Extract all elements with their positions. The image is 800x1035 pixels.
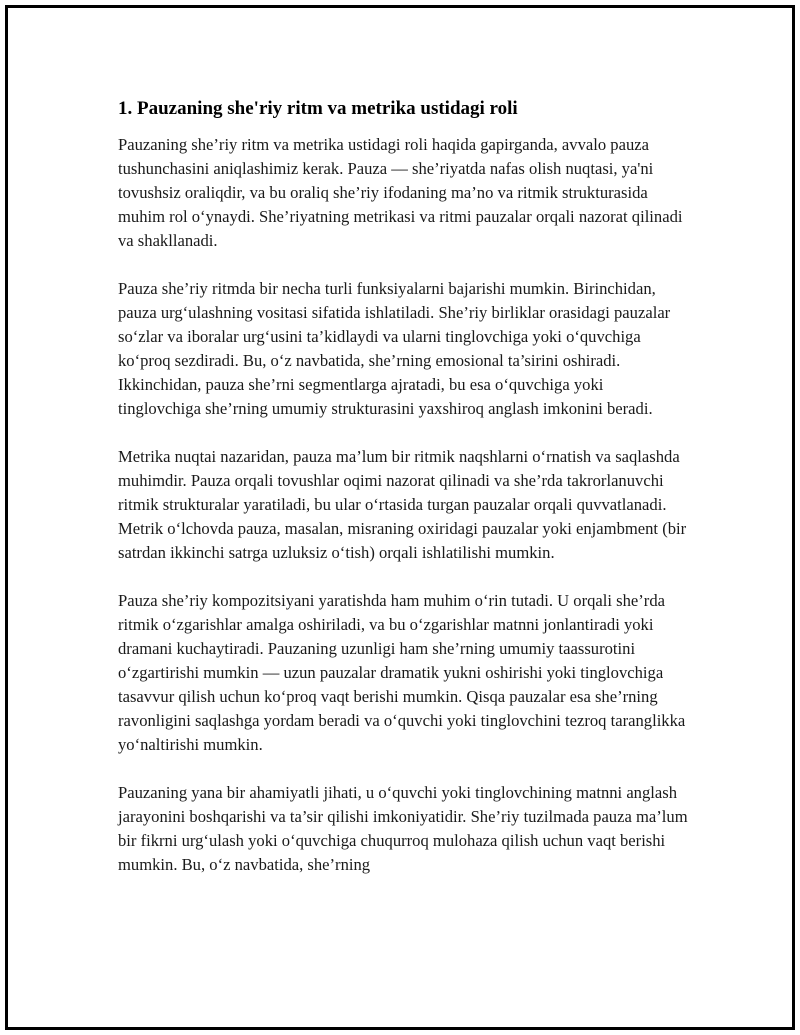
paragraph-5: Pauzaning yana bir ahamiyatli jihati, u o‘quvchi yoki tinglovchining matnni anglash jarayonini boshqarishi va ta’sir qilishi imkoniyatidir. She’riy tuzilmada pauza ma’lum bir fikrni urg‘ulash yoki o‘quvchiga chuqurroq mulohaza qilish uchun vaqt berishi mumkin. Bu, o‘z navbatida, she’rning bbox=[118, 783, 688, 874]
document-body bbox=[118, 96, 688, 901]
paragraph-3: Metrika nuqtai nazaridan, pauza ma’lum bir ritmik naqshlarni o‘rnatish va saqlashda muhimdir. Pauza orqali tovushlar oqimi nazorat qilinadi va she’rda takrorlanuvchi ritmik strukturalar yaratiladi, bu ular o‘rtasida turgan pauzalar orqali quvvatlanadi. Metrik o‘lchovda pauza, masalan, misraning oxiridagi pauzalar yoki enjambment (bir satrdan ikkinchi satrga uzluksiz o‘tish) orqali ishlatilishi mumkin. bbox=[118, 447, 687, 562]
paragraph-4: Pauza she’riy kompozitsiyani yaratishda ham muhim o‘rin tutadi. U orqali she’rda ritmik o‘zgarishlar amalga oshiriladi, va bu o‘zgarishlar matnni jonlantiradi yoki dramani kuchaytiradi. Pauzaning uzunligi ham she’rning umumiy taassurotini o‘zgartirishi mumkin — uzun pauzalar dramatik yukni oshirishi yoki tinglovchiga tasavvur qilish uchun ko‘proq vaqt berishi mumkin. Qisqa pauzalar esa she’rning ravonligini saqlashga yordam beradi va o‘quvchi yoki tinglovchini tezroq taranglikka yo‘naltirishi mumkin. bbox=[118, 591, 686, 754]
paragraph-2: Pauza she’riy ritmda bir necha turli funksiyalarni bajarishi mumkin. Birinchidan, pauza urg‘ulashning vositasi sifatida ishlatiladi. She’riy birliklar orasidagi pauzalar so‘zlar va iboralar urg‘usini ta’kidlaydi va ularni tinglovchiga yoki o‘quvchiga ko‘proq sezdiradi. Bu, o‘z navbatida, she’rning emosional ta’sirini oshiradi. Ikkinchidan, pauza she’rni segmentlarga ajratadi, bu esa o‘quvchiga yoki tinglovchiga she’rning umumiy strukturasini yaxshiroq anglash imkonini beradi. bbox=[118, 279, 671, 418]
section-title: 1. Pauzaning she'riy ritm va metrika ustidagi roli bbox=[118, 98, 518, 119]
document-page bbox=[5, 5, 795, 1030]
paragraph-1: Pauzaning she’riy ritm va metrika ustidagi roli haqida gapirganda, avvalo pauza tushunchasini aniqlashimiz kerak. Pauza — she’riyatda nafas olish nuqtasi, ya'ni tovushsiz oraliqdir, va bu oraliq she’riy ifodaning ma’no va ritmik strukturasida muhim rol o‘ynaydi. She’riyatning metrikasi va ritmi pauzalar orqali nazorat qilinadi va shakllanadi. bbox=[118, 135, 683, 250]
